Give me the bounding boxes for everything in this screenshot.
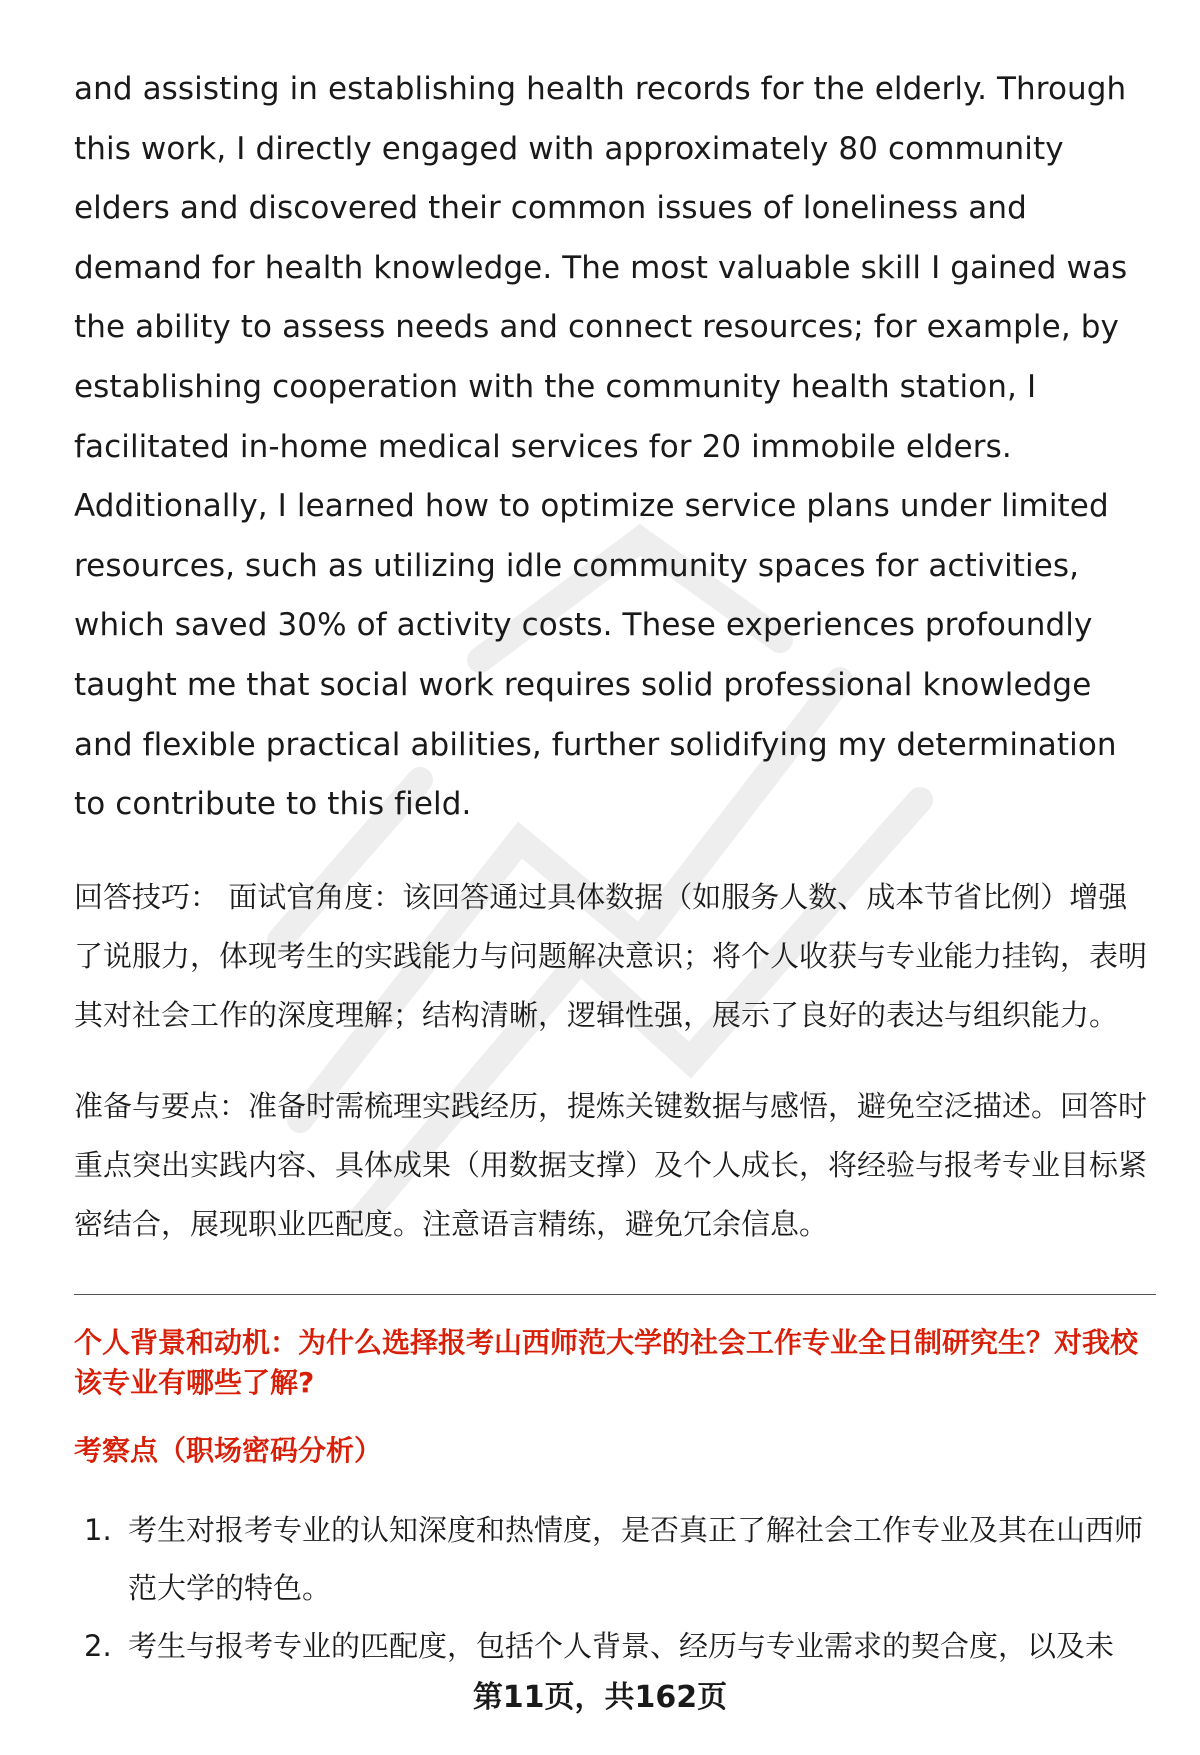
- section-divider: [74, 1294, 1156, 1295]
- answer-tips-paragraph: 回答技巧： 面试官角度：该回答通过具体数据（如服务人数、成本节省比例）增强了说服力，体现考生的实践能力与问题解决意识；将个人收获与专业能力挂钩，表明其对社会工作的深度理解；结构清晰，逻辑性强，展示了良好的表达与组织能力。: [74, 879, 1148, 1032]
- list-item-number: 2.: [84, 1628, 112, 1663]
- page-content: [74, 60, 1154, 1675]
- preparation-paragraph: 准备与要点：准备时需梳理实践经历，提炼关键数据与感悟，避免空泛描述。回答时重点突出实践内容、具体成果（用数据支撑）及个人成长，将经验与报考专业目标紧密结合，展现职业匹配度。注意语言精练，避免冗余信息。: [74, 1088, 1148, 1241]
- question-title: 个人背景和动机：为什么选择报考山西师范大学的社会工作专业全日制研究生？对我校该专业有哪些了解?: [74, 1325, 1139, 1399]
- assessment-points-heading: 考察点（职场密码分析）: [74, 1433, 383, 1467]
- list-item-text: 考生对报考专业的认知深度和热情度，是否真正了解社会工作专业及其在山西师范大学的特色。: [128, 1512, 1144, 1605]
- list-item: [74, 1501, 1154, 1617]
- list-item: [74, 1617, 1154, 1675]
- assessment-points-list: [74, 1501, 1154, 1675]
- english-answer-paragraph: and assisting in establishing health records for the elderly. Through this work, I directly engaged with approximately 80 community elders and discovered their common issues of loneliness and demand for health knowledge. The most valuable skill I gained was the ability to assess needs and connect resources; for example, by establishing cooperation with the community health station, I facilitated in-home medical services for 20 immobile elders. Additionally, I learned how to optimize service plans under limited resources, such as utilizing idle community spaces for activities, which saved 30% of activity costs. These experiences profoundly taught me that social work requires solid professional knowledge and flexible practical abilities, further solidifying my determination to contribute to this field.: [74, 71, 1128, 823]
- list-item-number: 1.: [84, 1512, 112, 1547]
- list-item-text: 考生与报考专业的匹配度，包括个人背景、经历与专业需求的契合度，以及未: [128, 1628, 1115, 1663]
- page-indicator: 第11页，共162页: [472, 1680, 728, 1715]
